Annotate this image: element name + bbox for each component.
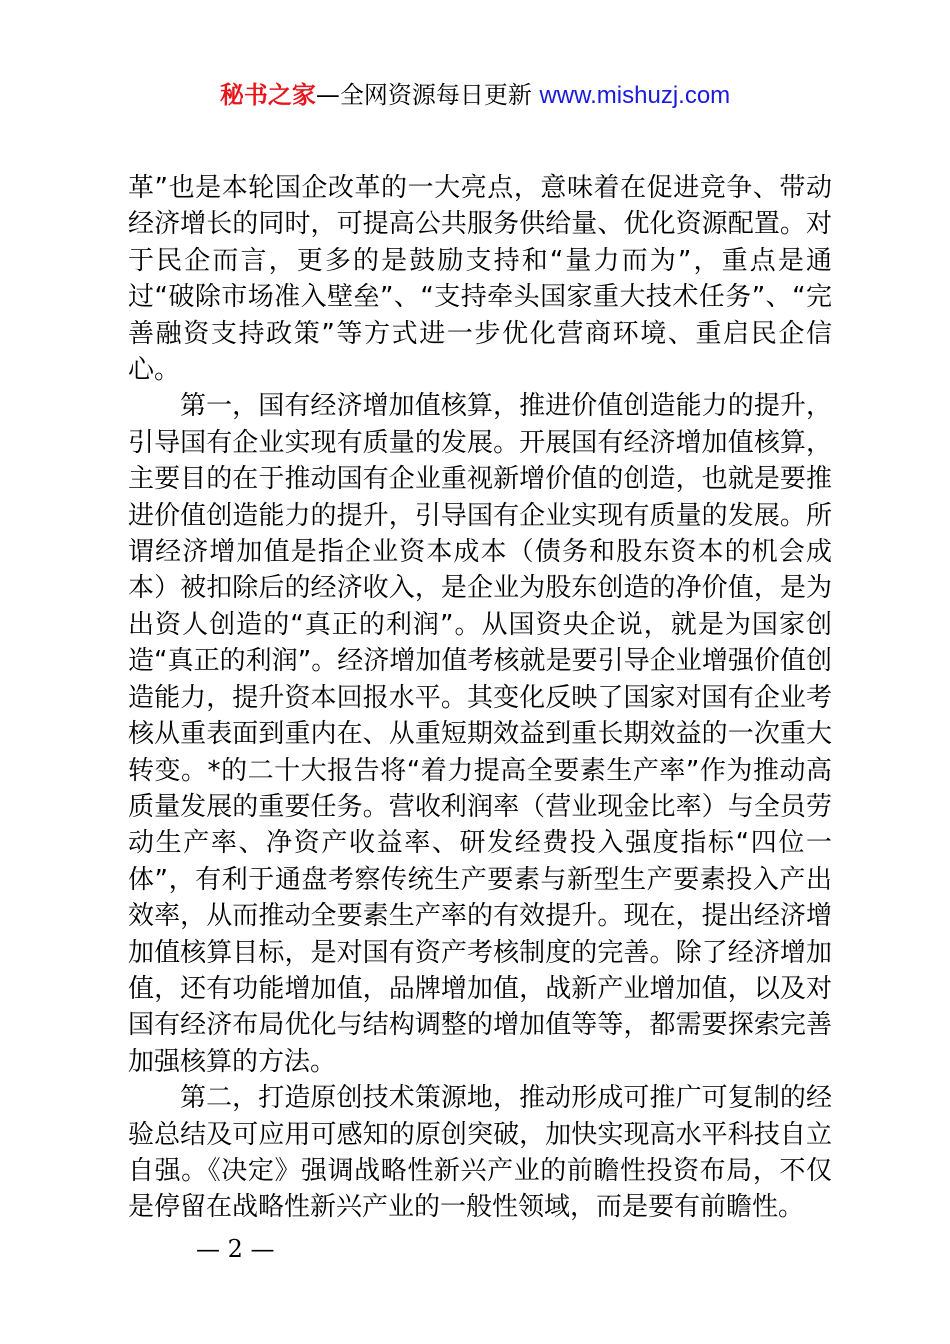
page-number: — 2 — [196,1235,275,1263]
site-url-link[interactable]: www.mishuzj.com [539,82,731,109]
paragraph-3: 第二，打造原创技术策源地，推动形成可推广可复制的经验总结及可应用可感知的原创突破，加快实现高水平科技自立自强。《决定》强调战略性新兴产业的前瞻性投资布局，不仅是停留在战略性新兴产业的一般性领域，而是要有前瞻性。 [128,1083,832,1223]
paragraph-1: 革”也是本轮国企改革的一大亮点，意味着在促进竞争、带动经济增长的同时，可提高公共服务供给量、优化资源配置。对于民企而言，更多的是鼓励支持和“量力而为”，重点是通过“破除市场准入壁垒”、“支持牵头国家重大技术任务”、“完善融资支持政策”等方式进一步优化营商环境、重启民企信心。 [128,173,832,386]
site-banner [0,78,950,113]
site-brand-name: 秘书之家 [219,81,316,109]
site-tagline: —全网资源每日更新 [315,81,540,109]
paragraph-2: 第一，国有经济增加值核算，推进价值创造能力的提升，引导国有企业实现有质量的发展。开展国有经济增加值核算，主要目的在于推动国有企业重视新增价值的创造，也就是要推进价值创造能力的提升，引导国有企业实现有质量的发展。所谓经济增加值是指企业资本成本（债务和股东资本的机会成本）被扣除后的经济收入，是企业为股东创造的净价值，是为出资人创造的“真正的利润”。从国资央企说，就是为国家创造“真正的利润”。经济增加值考核就是要引导企业增强价值创造能力，提升资本回报水平。其变化反映了国家对国有企业考核从重表面到重内在、从重短期效益到重长期效益的一次重大转变。*的二十大报告将“着力提高全要素生产率”作为推动高质量发展的重要任务。营收利润率（营业现金比率）与全员劳动生产率、净资产收益率、研发经费投入强度指标“四位一体”，有利于通盘考察传统生产要素与新型生产要素投入产出效率，从而推动全要素生产率的有效提升。现在，提出经济增加值核算目标，是对国有资产考核制度的完善。除了经济增加值，还有功能增加值，品牌增加值，战新产业增加值，以及对国有经济布局优化与结构调整的增加值等等，都需要探索完善加强核算的方法。 [128,391,832,1077]
document-body [128,170,832,1226]
